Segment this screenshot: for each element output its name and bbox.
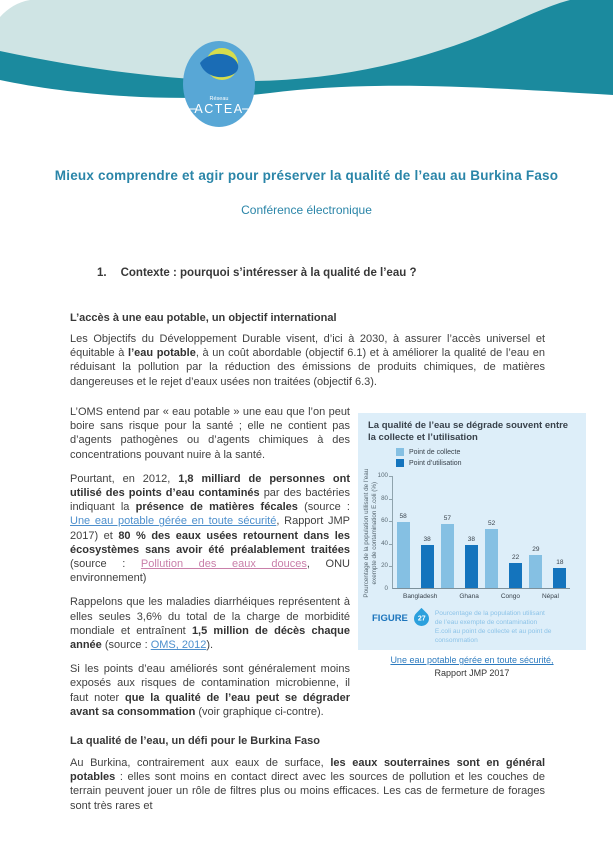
paragraph-odd: Les Objectifs du Développement Durable visent, d’ici à 2030, à assurer l’accès universel et équitable à l’eau potable, à un coût abordable (objectif 6.1) et à améliorer la qualité de l’eau en réduisant la pollution par la réduction des émissions de produits chimiques, de matières dangereuses et le rejet d’eaux usées non traitées (objectif 6.3). xyxy=(70,333,545,388)
text-link[interactable]: OMS, 2012 xyxy=(150,639,207,652)
y-tick-label: 80 xyxy=(381,494,388,502)
page-title: Mieux comprendre et agir pour préserver la qualité de l’eau au Burkina Faso xyxy=(54,168,559,183)
y-tick-label: 0 xyxy=(384,585,388,592)
bar xyxy=(529,546,542,588)
chart-source-report: Rapport JMP 2017 xyxy=(434,668,510,678)
chart-y-axis-label: Pourcentage de la population utilisant de l’eau exempte de contamination E.coli (%) xyxy=(362,468,378,598)
y-tick-mark xyxy=(389,499,392,500)
x-category-label: Népal xyxy=(541,593,559,600)
header-wave-graphic xyxy=(0,0,613,135)
bar-value-label: 22 xyxy=(512,554,520,562)
subheading-defi-burkina: La qualité de l’eau, un défi pour le Burkina Faso xyxy=(70,735,320,747)
bar-value-label: 38 xyxy=(423,536,431,544)
legend-label: Point de collecte xyxy=(409,448,461,456)
text-link[interactable]: Pollution des eaux douces xyxy=(140,558,307,571)
bar-group xyxy=(485,520,522,588)
logo-reseau-label: Réseau xyxy=(209,96,229,102)
chart-source-link[interactable]: Une eau potable gérée en toute sécurité, xyxy=(390,655,554,665)
y-tick-mark xyxy=(389,566,392,567)
figure-label: FIGURE xyxy=(372,613,408,624)
legend-row xyxy=(396,459,462,467)
x-category-label: Ghana xyxy=(459,593,479,600)
figure-caption-row xyxy=(372,610,553,646)
left-text-column xyxy=(70,405,350,729)
bar xyxy=(553,558,566,588)
actea-logo xyxy=(169,40,269,128)
bar-value-label: 38 xyxy=(467,536,475,544)
chart-source xyxy=(350,654,594,680)
text-link[interactable]: Une eau potable gérée en toute sécurité xyxy=(70,515,277,528)
bar-plot xyxy=(392,476,570,589)
logo-name-label: ACTEA xyxy=(194,102,244,116)
bar-group xyxy=(397,513,434,588)
bar-value-label: 29 xyxy=(532,546,540,554)
figure-number-drop-icon: 27 xyxy=(411,608,432,629)
bar-value-label: 58 xyxy=(399,513,407,521)
bar-group xyxy=(529,546,566,588)
bar xyxy=(397,513,410,588)
bar xyxy=(465,536,478,588)
bar xyxy=(485,520,498,588)
section-title: Contexte : pourquoi s’intéresser à la qualité de l’eau ? xyxy=(120,267,417,279)
y-tick-mark xyxy=(389,544,392,545)
chart-legend xyxy=(396,448,462,470)
y-tick-mark xyxy=(389,521,392,522)
legend-swatch-icon xyxy=(396,448,404,456)
y-tick-label: 60 xyxy=(381,517,388,525)
x-category-label: Bangladesh xyxy=(402,593,438,600)
subheading-access-eau-potable: L’accès à une eau potable, un objectif international xyxy=(70,312,337,324)
y-tick-label: 40 xyxy=(381,539,388,547)
legend-label: Point d’utilisation xyxy=(409,459,462,467)
section-number: 1. xyxy=(97,267,107,279)
chart-x-labels xyxy=(392,593,570,600)
page-subtitle: Conférence électronique xyxy=(241,203,372,217)
y-tick-mark xyxy=(389,476,392,477)
bar xyxy=(509,554,522,588)
legend-row xyxy=(396,448,462,456)
y-tick-label: 100 xyxy=(377,472,388,479)
bar xyxy=(421,536,434,588)
x-category-label: Congo xyxy=(500,593,520,600)
bar-value-label: 18 xyxy=(556,558,564,566)
figure-caption: Pourcentage de la population utilisant de l’eau exempte de contamination E.coli au point de collecte et au point de consommation xyxy=(434,610,552,644)
legend-swatch-icon xyxy=(396,459,404,467)
water-quality-chart xyxy=(358,413,586,650)
paragraph-points-eau-ameliores: Si les points d’eau améliorés sont généralement moins exposés aux risques de contamination microbienne, il faut noter que la qualité de l’eau peut se dégrader avant sa consommation (voir graphique ci-contre). xyxy=(70,663,350,718)
paragraph-maladies-diarrheiques: Rappelons que les maladies diarrhéiques représentent à elles seules 3,6% du total de la charge de morbidité mondiale et entraînent 1,5 million de décès chaque année (source : OMS, 2012). xyxy=(70,596,350,652)
y-tick-label: 20 xyxy=(381,562,388,570)
bar-value-label: 52 xyxy=(488,520,496,528)
chart-title: La qualité de l’eau se dégrade souvent entre la collecte et l’utilisation xyxy=(368,420,569,444)
bar xyxy=(441,514,454,588)
paragraph-contamination-2012: Pourtant, en 2012, 1,8 milliard de personnes ont utilisé des points d’eau contaminés par des bactéries indiquant la présence de matières fécales (source : Une eau potable gérée en toute sécurité, Rapport JMP 2017) et 80 % des eaux usées retournent dans les écosystèmes sans avoir été préalablement traitées (source : Pollution des eaux douces, ONU environnement) xyxy=(70,472,351,585)
paragraph-burkina-eaux-souterraines: Au Burkina, contrairement aux eaux de surface, les eaux souterraines sont en général potables : elles sont moins en contact direct avec les sources de pollution et les couches de terrain peuvent jouer un rôle de filtres plus ou moins efficaces. Les cas de fermeture de forages sont très rares et xyxy=(70,757,546,812)
bar-value-label: 57 xyxy=(443,514,451,522)
bar-group xyxy=(441,514,478,588)
paragraph-oms-definition: L’OMS entend par « eau potable » une eau que l’on peut boire sans risque pour la santé ; elle ne contient pas d’agents pathogènes ou d’agents chimiques à des concentrations pouvant nuire à la santé. xyxy=(70,406,350,461)
section-heading-1 xyxy=(97,267,416,279)
